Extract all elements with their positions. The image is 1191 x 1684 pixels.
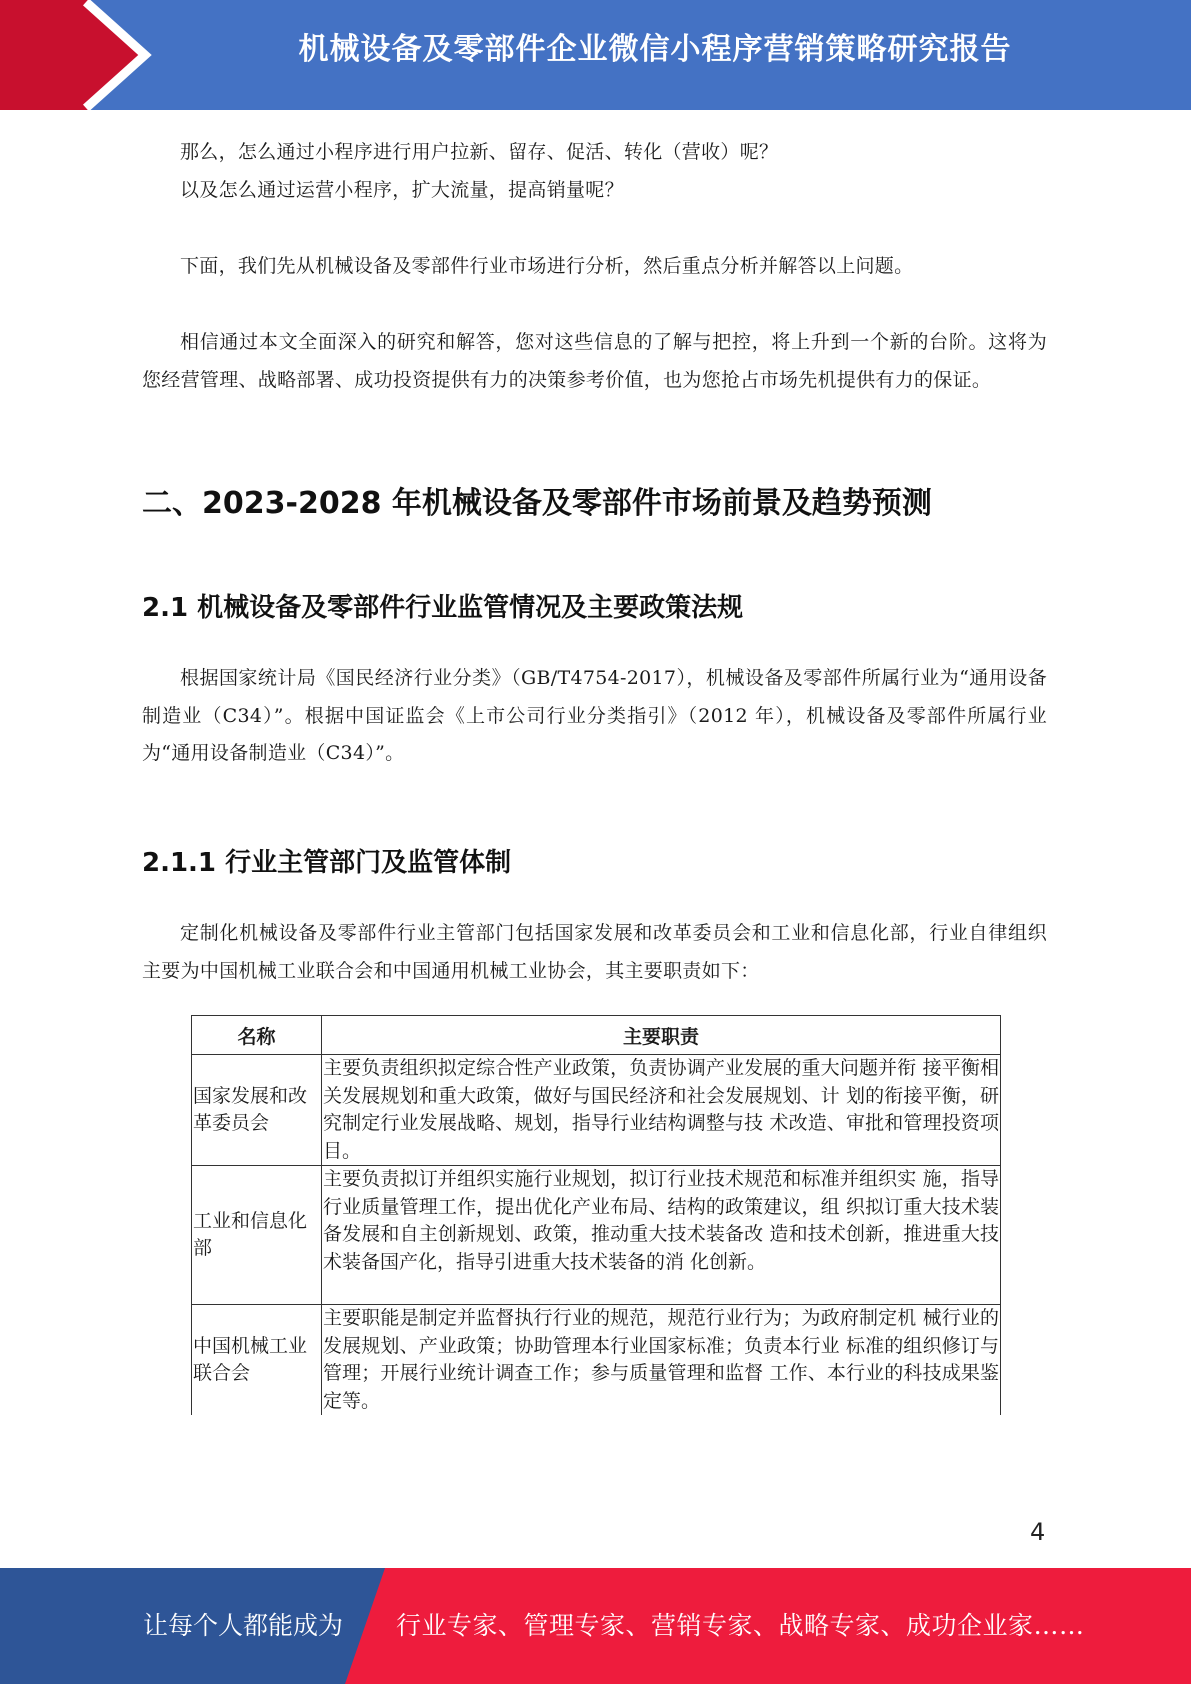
table-cell-duty: 主要职能是制定并监督执行行业的规范，规范行业行为；为政府制定机 械行业的发展规划、产业政策；协助管理本行业国家标准；负责本行业 标准的组织修订与管理；开展行业统计调查工作；参与质量管理和监督 工作、本行业的科技成果鉴定等。 bbox=[322, 1305, 1001, 1416]
page-header bbox=[0, 0, 1191, 110]
table-header-row bbox=[192, 1016, 1001, 1055]
page-footer bbox=[0, 1568, 1191, 1684]
table-row bbox=[192, 1305, 1001, 1416]
question-paragraph-1: 那么，怎么通过小程序进行用户拉新、留存、促活、转化（营收）呢？ bbox=[180, 141, 779, 163]
report-title: 机械设备及零部件企业微信小程序营销策略研究报告 bbox=[298, 32, 1012, 67]
table-cell-name: 工业和信息化部 bbox=[192, 1166, 322, 1305]
footer-slogan-left: 让每个人都能成为 bbox=[143, 1611, 344, 1640]
footer-slogan-right: 行业专家、管理专家、营销专家、战略专家、成功企业家…… bbox=[396, 1611, 1085, 1640]
table-cell-duty: 主要负责拟订并组织实施行业规划，拟订行业技术规范和标准并组织实 施，指导行业质量管理工作，提出优化产业布局、结构的政策建议，组 织拟订重大技术装备发展和自主创新规划、政策，推动重大技术装备改 造和技术创新，推进重大技术装备国产化，指导引进重大技术装备的消 化创新。 bbox=[322, 1166, 1001, 1305]
classification-paragraph: 根据国家统计局《国民经济行业分类》（GB/T4754-2017），机械设备及零部件所属行业为“通用设备制造业（C34）”。根据中国证监会《上市公司行业分类指引》（2012 年），机械设备及零部件所属行业为“通用设备制造业（C34）”。 bbox=[142, 667, 1047, 764]
table-cell-name: 国家发展和改革委员会 bbox=[192, 1055, 322, 1166]
value-paragraph: 相信通过本文全面深入的研究和解答，您对这些信息的了解与把控，将上升到一个新的台阶。这将为您经营管理、战略部署、成功投资提供有力的决策参考价值，也为您抢占市场先机提供有力的保证。 bbox=[142, 331, 1047, 391]
table-cell-duty: 主要负责组织拟定综合性产业政策，负责协调产业发展的重大问题并衔 接平衡相关发展规划和重大政策，做好与国民经济和社会发展规划、计 划的衔接平衡，研究制定行业发展战略、规划，指导行业结构调整与技 术改造、审批和管理投资项目。 bbox=[322, 1055, 1001, 1166]
section-heading: 二、2023-2028 年机械设备及零部件市场前景及趋势预测 bbox=[142, 486, 932, 521]
page-number: 4 bbox=[1030, 1518, 1046, 1546]
table-row bbox=[192, 1055, 1001, 1166]
table-header-name: 名称 bbox=[192, 1016, 322, 1055]
subsection-heading-2-1: 2.1 机械设备及零部件行业监管情况及主要政策法规 bbox=[142, 593, 744, 623]
subsection-heading-2-1-1: 2.1.1 行业主管部门及监管体制 bbox=[142, 848, 512, 878]
table-cell-name: 中国机械工业联合会 bbox=[192, 1305, 322, 1416]
intro-paragraph: 下面，我们先从机械设备及零部件行业市场进行分析，然后重点分析并解答以上问题。 bbox=[180, 255, 914, 277]
authority-paragraph: 定制化机械设备及零部件行业主管部门包括国家发展和改革委员会和工业和信息化部，行业自律组织主要为中国机械工业联合会和中国通用机械工业协会，其主要职责如下： bbox=[142, 922, 1047, 982]
question-paragraph-2: 以及怎么通过运营小程序，扩大流量，提高销量呢？ bbox=[180, 179, 624, 201]
table-header-duty: 主要职责 bbox=[322, 1016, 1001, 1055]
duty-table bbox=[191, 1015, 1001, 1415]
table-row bbox=[192, 1166, 1001, 1305]
